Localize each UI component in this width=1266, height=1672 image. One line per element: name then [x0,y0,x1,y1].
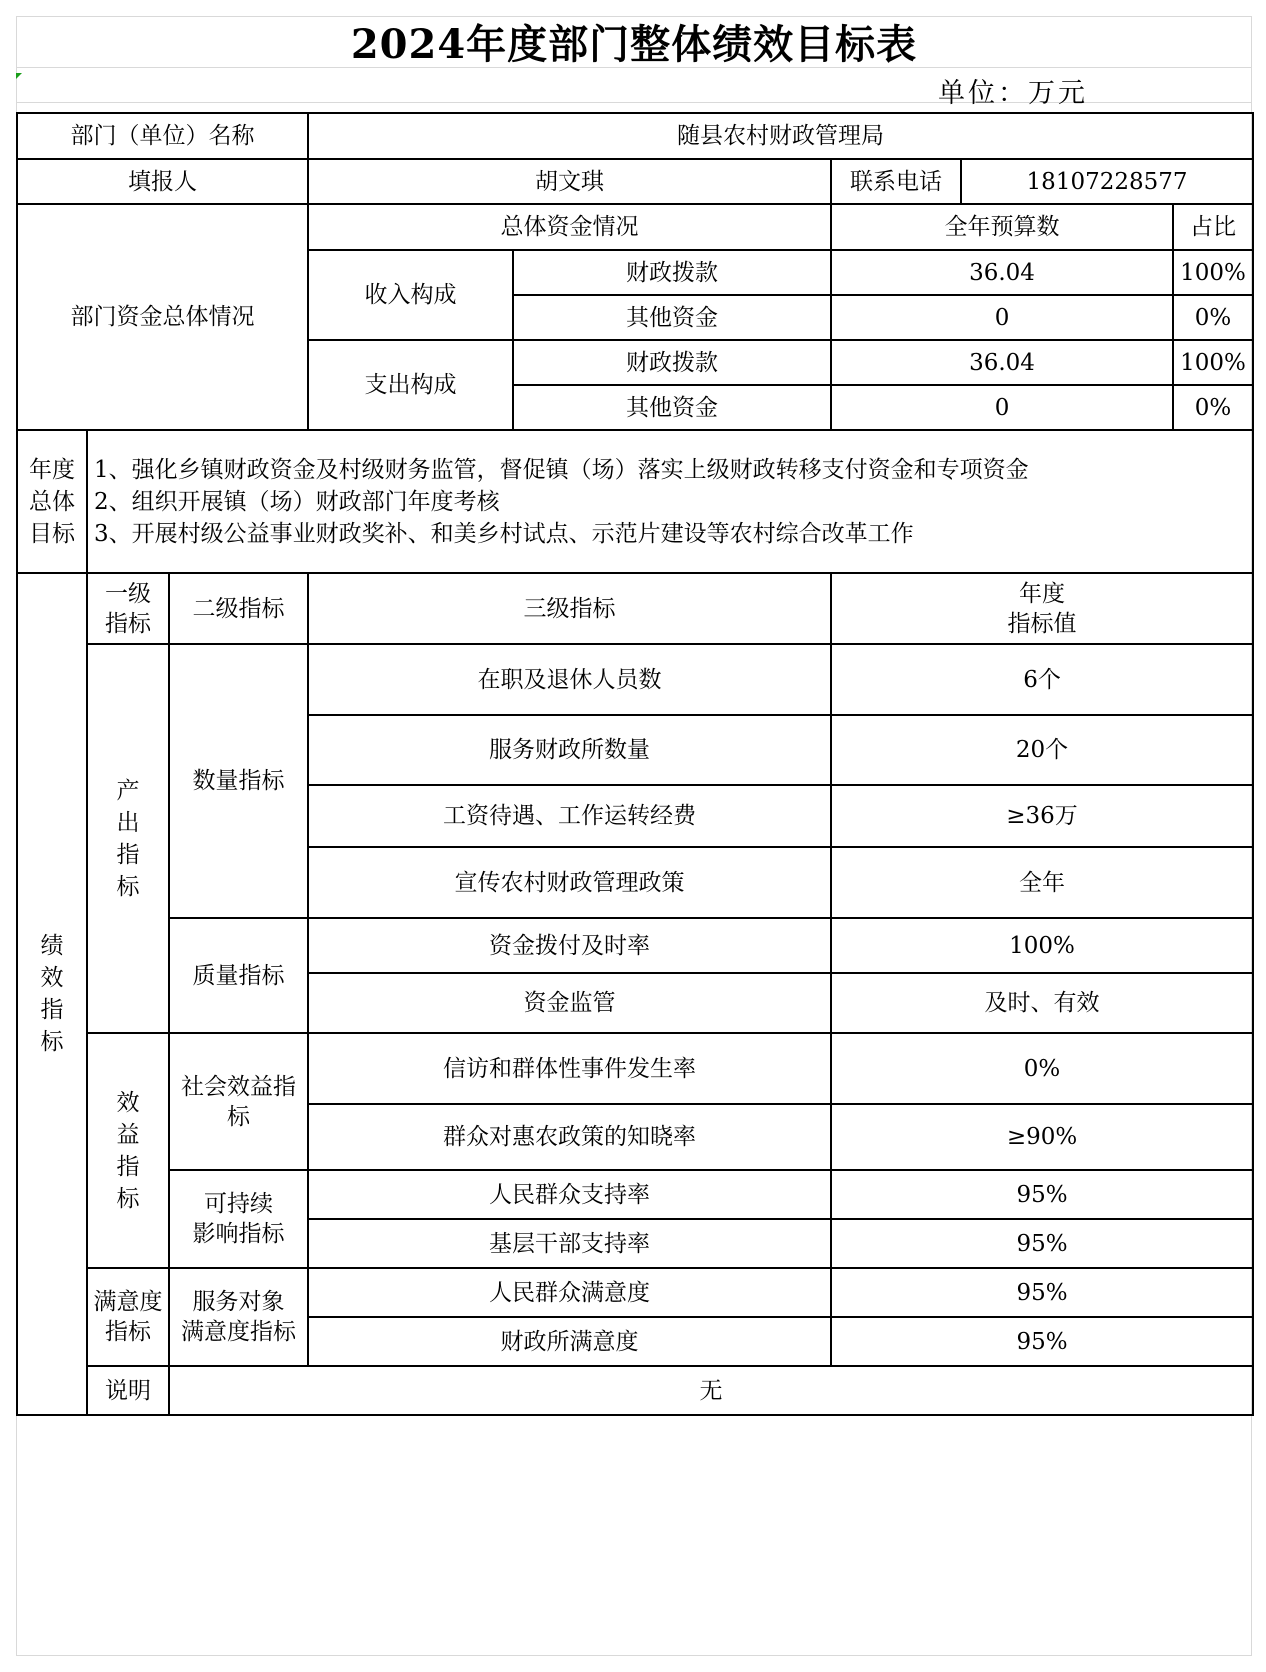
service-satisfaction-label-line: 满意度指标 [181,1319,296,1345]
service-satisfaction-label-line: 服务对象 [192,1289,285,1315]
table-row [17,204,1253,250]
service-satisfaction-label [169,1268,308,1366]
income-item-name: 其他资金 [513,295,831,340]
indicator-name: 资金拨付及时率 [308,918,831,973]
table-row [17,1268,1253,1317]
table-row [17,113,1253,159]
benefit-indicators-label [87,1033,169,1268]
annual-value-header [831,573,1253,644]
expense-item-ratio: 100% [1173,340,1253,385]
annual-value-header-line: 年度 [1019,580,1066,607]
level2-header: 二级指标 [169,573,308,644]
indicator-name: 人民群众满意度 [308,1268,831,1317]
filler-label: 填报人 [17,159,308,204]
satisfaction-label-line: 满意度 [93,1289,163,1315]
performance-table [16,112,1254,1416]
note-label: 说明 [87,1366,169,1415]
expense-item-name: 财政拨款 [513,340,831,385]
indicator-name: 资金监管 [308,973,831,1033]
level1-header [87,573,169,644]
dept-value: 随县农村财政管理局 [308,113,1253,159]
indicator-name: 信访和群体性事件发生率 [308,1033,831,1104]
indicators-label-char: 效 [40,965,64,991]
indicator-value: 全年 [831,847,1253,918]
social-benefit-label-line: 社会效益指 [181,1073,296,1100]
indicator-value: 0% [831,1033,1253,1104]
table-row [17,1033,1253,1104]
ratio-header: 占比 [1173,204,1253,250]
unit-label: 单位：万元 [938,78,1088,109]
indicator-name: 群众对惠农政策的知晓率 [308,1104,831,1170]
indicator-name: 工资待遇、工作运转经费 [308,785,831,847]
phone-value: 18107228577 [961,159,1253,204]
output-label-char: 产 [116,777,140,804]
income-item-amount: 0 [831,295,1173,340]
goals-label-line: 目标 [29,520,75,547]
expense-item-ratio: 0% [1173,385,1253,430]
table-row [17,430,1253,573]
social-benefit-label [169,1033,308,1170]
expense-item-name: 其他资金 [513,385,831,430]
indicator-value: 95% [831,1219,1253,1268]
quantity-indicators-label: 数量指标 [169,644,308,918]
goals-label-line: 总体 [29,488,75,515]
indicator-name: 基层干部支持率 [308,1219,831,1268]
filler-name: 胡文琪 [308,159,831,204]
note-value: 无 [169,1366,1253,1415]
funds-label: 部门资金总体情况 [17,204,308,430]
indicator-value: 6个 [831,644,1253,715]
goals-label-line: 年度 [29,456,75,483]
output-label-char: 出 [116,809,140,836]
benefit-label-char: 标 [116,1185,140,1212]
output-indicators-label [87,644,169,1033]
goals-label [17,430,87,573]
indicator-name: 宣传农村财政管理政策 [308,847,831,918]
social-benefit-label-line: 标 [227,1103,250,1130]
sustain-label-line: 影响指标 [192,1221,285,1247]
indicator-value: 95% [831,1170,1253,1219]
phone-label: 联系电话 [831,159,961,204]
income-item-name: 财政拨款 [513,250,831,295]
indicators-label-char: 绩 [40,933,64,959]
income-item-amount: 36.04 [831,250,1173,295]
indicator-name: 在职及退休人员数 [308,644,831,715]
satisfaction-label-line: 指标 [105,1319,151,1345]
goal-item: 3、开展村级公益事业财政奖补、和美乡村试点、示范片建设等农村综合改革工作 [94,520,914,547]
income-item-ratio: 0% [1173,295,1253,340]
income-label: 收入构成 [308,250,513,340]
level1-header-line: 指标 [105,610,151,637]
quality-indicators-label: 质量指标 [169,918,308,1033]
benefit-label-char: 益 [116,1121,140,1148]
table-row [17,1170,1253,1219]
table-row [17,644,1253,715]
indicator-value: 20个 [831,715,1253,785]
annual-value-header-line: 指标值 [1007,610,1077,637]
indicator-name: 服务财政所数量 [308,715,831,785]
expense-item-amount: 36.04 [831,340,1173,385]
expense-item-amount: 0 [831,385,1173,430]
indicators-label-char: 指 [40,997,64,1023]
goals-content [87,430,1253,573]
table-row [17,573,1253,644]
cell-comment-marker [16,73,22,79]
indicator-name: 财政所满意度 [308,1317,831,1366]
expense-label: 支出构成 [308,340,513,430]
table-row [17,1366,1253,1415]
indicator-value: ≥36万 [831,785,1253,847]
indicator-name: 人民群众支持率 [308,1170,831,1219]
indicator-value: 100% [831,918,1253,973]
indicator-value: 95% [831,1268,1253,1317]
level3-header: 三级指标 [308,573,831,644]
indicators-label-char: 标 [40,1029,64,1055]
table-row [17,159,1253,204]
income-item-ratio: 100% [1173,250,1253,295]
dept-label: 部门（单位）名称 [17,113,308,159]
overall-funds-header: 总体资金情况 [308,204,831,250]
output-label-char: 指 [116,841,140,868]
sustain-label-line: 可持续 [204,1191,273,1217]
goal-item: 2、组织开展镇（场）财政部门年度考核 [94,488,500,515]
output-label-char: 标 [116,873,140,900]
indicators-label [17,573,87,1415]
indicator-value: 及时、有效 [831,973,1253,1033]
indicator-value: 95% [831,1317,1253,1366]
benefit-label-char: 效 [116,1089,140,1116]
indicator-value: ≥90% [831,1104,1253,1170]
benefit-label-char: 指 [116,1153,140,1180]
goal-item: 1、强化乡镇财政资金及村级财务监管，督促镇（场）落实上级财政转移支付资金和专项资金 [94,456,1029,483]
satisfaction-label [87,1268,169,1366]
sustain-label [169,1170,308,1268]
page-title: 2024年度部门整体绩效目标表 [350,21,918,68]
table-row [17,918,1253,973]
budget-header: 全年预算数 [831,204,1173,250]
level1-header-line: 一级 [105,580,151,607]
